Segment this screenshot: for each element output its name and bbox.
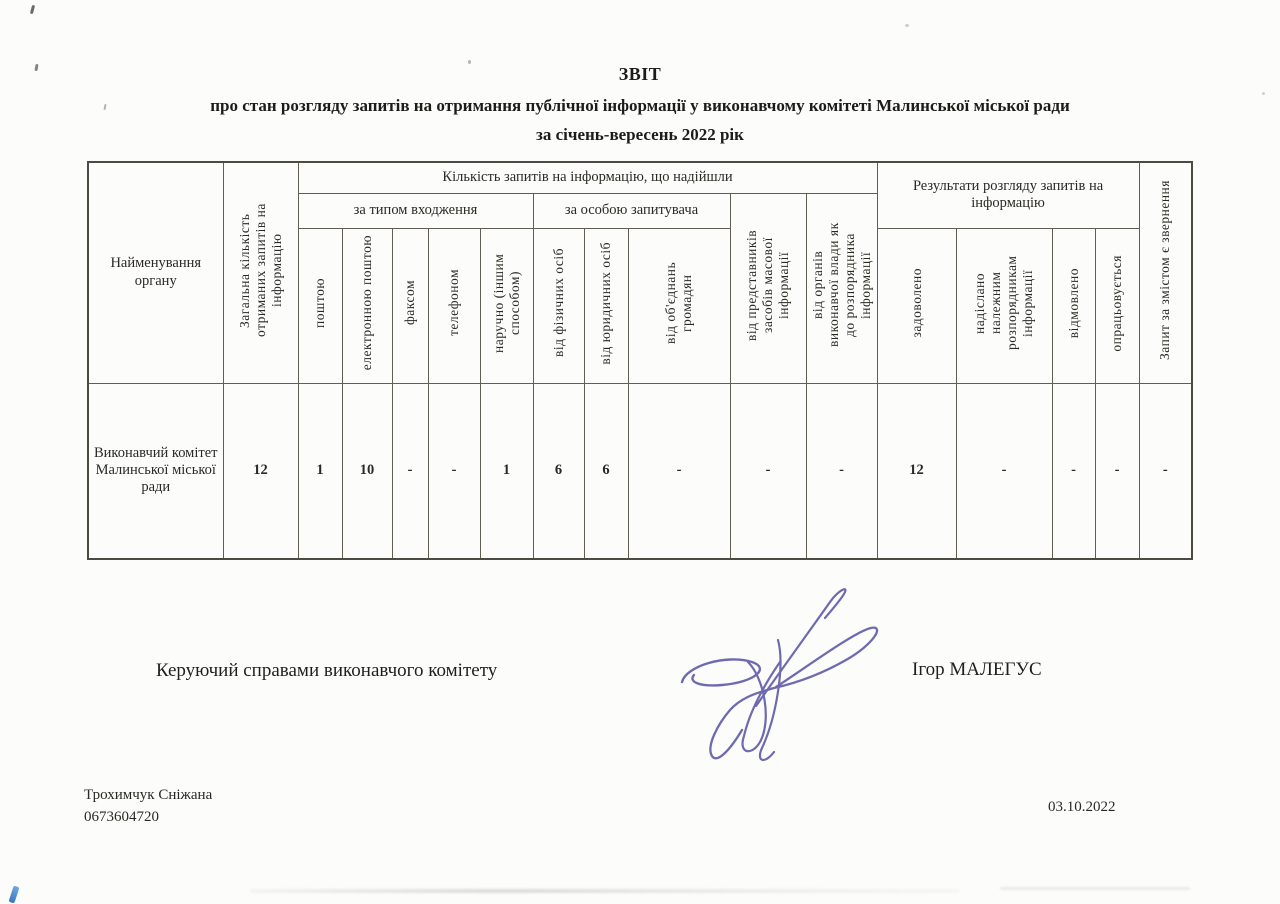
header-from-authorities: від органів виконавчої влади як до розпорядника інформації — [806, 193, 877, 383]
paper-edge-shadow — [250, 889, 960, 893]
scan-speck — [30, 5, 35, 14]
cell-total: 12 — [223, 383, 298, 559]
cell-org-name: Виконавчий комітет Малинської міської ради — [88, 383, 223, 559]
header-group-by-person: за особою запитувача — [533, 193, 730, 228]
header-appeal-by-content: Запит за змістом є звернення — [1139, 162, 1192, 383]
header-from-legal-entities: від юридичних осіб — [584, 228, 628, 383]
cell-authorities: - — [806, 383, 877, 559]
cell-legal: 6 — [584, 383, 628, 559]
scan-speck — [1262, 92, 1265, 95]
table-row — [88, 383, 1192, 559]
paper-edge-shadow — [1000, 887, 1190, 890]
cell-satisfied: 12 — [877, 383, 956, 559]
header-in-progress: опрацьовується — [1095, 228, 1139, 383]
report-table — [87, 161, 1193, 560]
scan-speck — [468, 60, 471, 64]
report-date: 03.10.2022 — [1048, 799, 1116, 815]
header-by-fax: факсом — [392, 228, 428, 383]
blue-ink-mark — [9, 885, 20, 903]
header-by-email: електронною поштою — [342, 228, 392, 383]
header-by-phone: телефоном — [428, 228, 480, 383]
contact-name: Трохимчук Сніжана — [84, 787, 213, 803]
report-header — [0, 64, 1280, 145]
header-group-received: Кількість запитів на інформацію, що надійшли — [298, 162, 877, 193]
cell-refused: - — [1052, 383, 1095, 559]
header-satisfied: задоволено — [877, 228, 956, 383]
cell-mail: 1 — [298, 383, 342, 559]
header-group-by-type: за типом входження — [298, 193, 533, 228]
signature-scribble — [660, 570, 900, 780]
cell-associations: - — [628, 383, 730, 559]
approver-name: Ігор МАЛЕГУС — [912, 659, 1042, 680]
cell-appeal: - — [1139, 383, 1192, 559]
cell-in-progress: - — [1095, 383, 1139, 559]
header-in-person: наручно (іншим способом) — [480, 228, 533, 383]
cell-fax: - — [392, 383, 428, 559]
scan-speck — [905, 24, 909, 27]
header-forwarded: надіслано належним розпорядникам інформації — [956, 228, 1052, 383]
header-from-individuals: від фізичних осіб — [533, 228, 584, 383]
cell-media: - — [730, 383, 806, 559]
footer-contact — [84, 785, 212, 829]
cell-individuals: 6 — [533, 383, 584, 559]
header-org-name: Найменування органу — [88, 162, 223, 383]
cell-email: 10 — [342, 383, 392, 559]
cell-in-person: 1 — [480, 383, 533, 559]
cell-forwarded: - — [956, 383, 1052, 559]
header-group-results: Результати розгляду запитів на інформацію — [877, 162, 1139, 228]
header-refused: відмовлено — [1052, 228, 1095, 383]
cell-phone: - — [428, 383, 480, 559]
header-from-media: від представників засобів масової інформації — [730, 193, 806, 383]
header-total-requests: Загальна кількість отриманих запитів на інформацію — [223, 162, 298, 383]
contact-phone: 0673604720 — [84, 808, 159, 825]
report-subtitle: про стан розгляду запитів на отримання публічної інформації у виконавчому комітеті Малинської міської ради — [210, 96, 1070, 115]
header-from-associations: від об'єднань громадян — [628, 228, 730, 383]
report-title: ЗВІТ — [618, 64, 662, 84]
header-by-mail: поштою — [298, 228, 342, 383]
report-period: за січень-вересень 2022 рік — [536, 125, 744, 144]
approver-position: Керуючий справами виконавчого комітету — [156, 660, 498, 681]
